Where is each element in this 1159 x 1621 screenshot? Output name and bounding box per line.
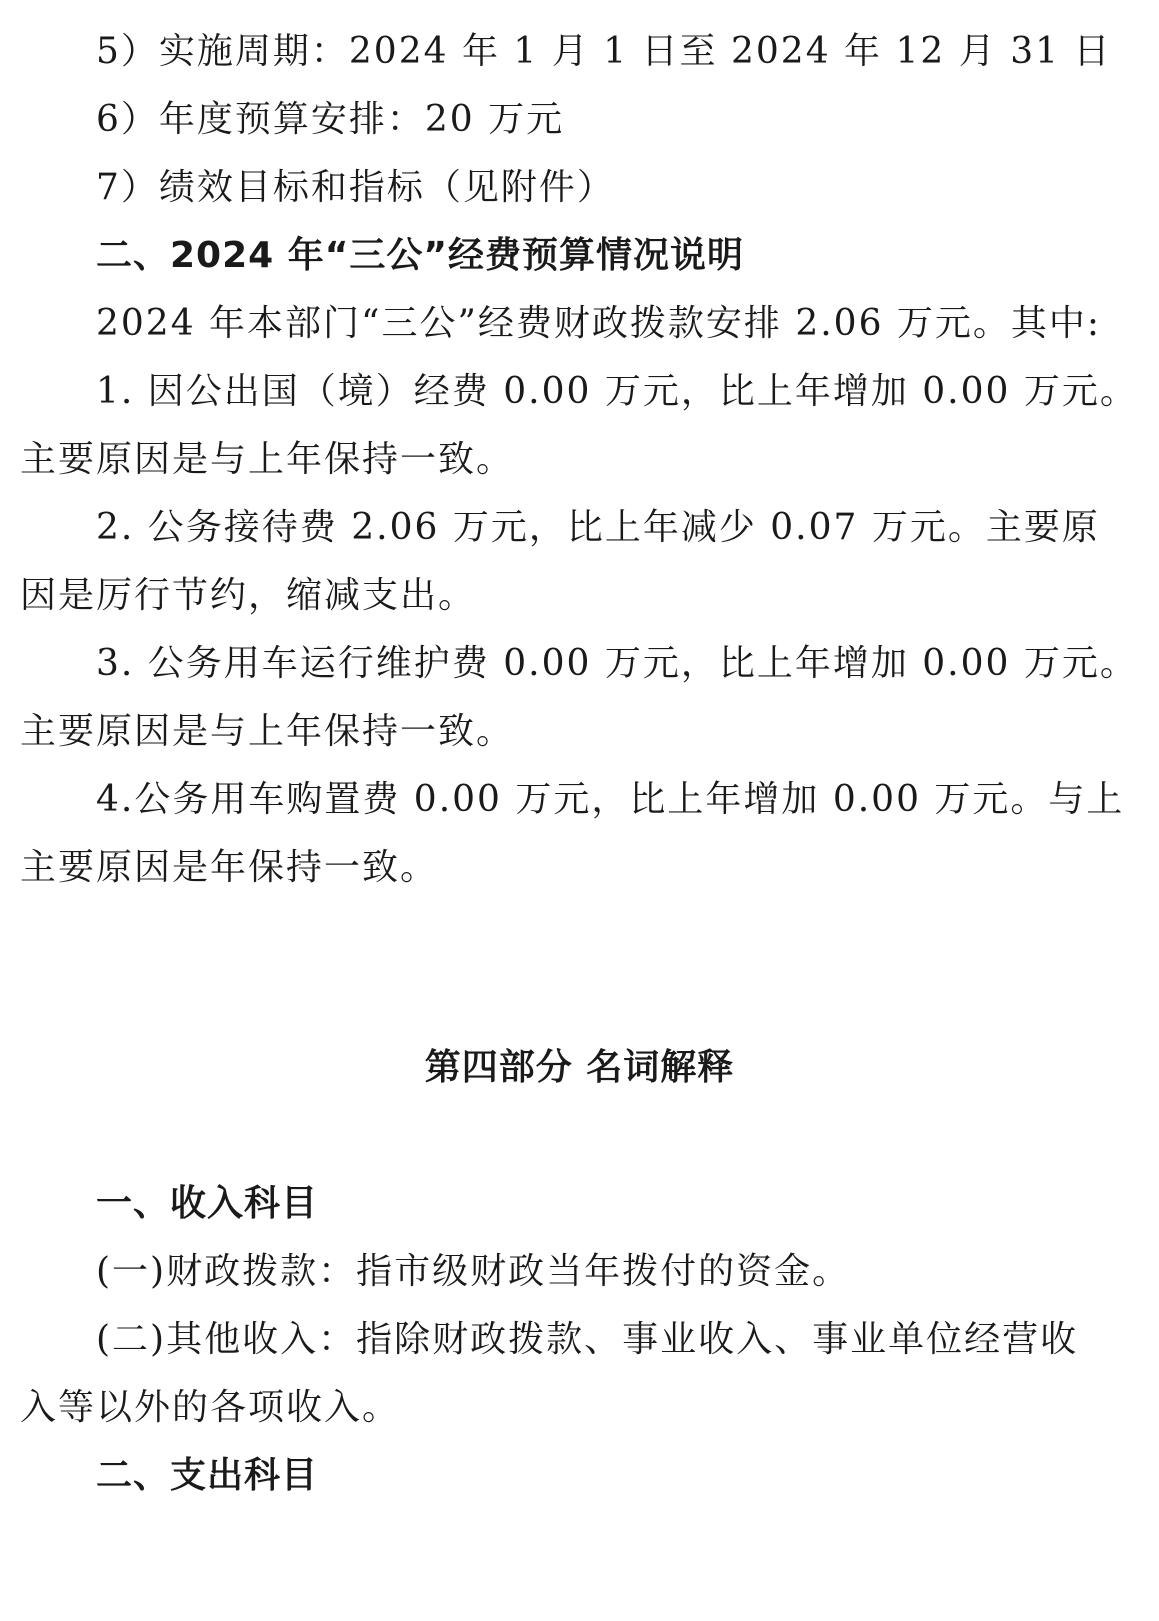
vehicle-maintenance-line2: 主要原因是与上年保持一致。 bbox=[20, 711, 515, 752]
overseas-expense-line1: 1. 因公出国（境）经费 0.00 万元，比上年增加 0.00 万元。 bbox=[96, 371, 1138, 412]
fiscal-appropriation-definition: (一)财政拨款：指市级财政当年拨付的资金。 bbox=[96, 1251, 851, 1292]
annual-budget: 6）年度预算安排：20 万元 bbox=[96, 99, 565, 140]
reception-expense-line2: 因是厉行节约，缩减支出。 bbox=[20, 575, 477, 616]
three-public-heading: 二、2024 年“三公”经费预算情况说明 bbox=[96, 235, 745, 276]
other-income-definition-line1: (二)其他收入：指除财政拨款、事业收入、事业单位经营收 bbox=[96, 1319, 1079, 1360]
part-title: 第四部分 名词解释 bbox=[424, 1047, 735, 1088]
expenditure-heading: 二、支出科目 bbox=[96, 1455, 319, 1496]
income-heading: 一、收入科目 bbox=[96, 1183, 319, 1224]
performance-targets: 7）绩效目标和指标（见附件） bbox=[96, 167, 615, 208]
other-income-definition-line2: 入等以外的各项收入。 bbox=[20, 1387, 401, 1428]
implementation-period: 5）实施周期：2024 年 1 月 1 日至 2024 年 12 月 31 日 bbox=[96, 31, 1112, 72]
reception-expense-line1: 2. 公务接待费 2.06 万元，比上年减少 0.07 万元。主要原 bbox=[96, 507, 1100, 548]
vehicle-purchase-line2: 主要原因是年保持一致。 bbox=[20, 847, 439, 888]
overseas-expense-line2: 主要原因是与上年保持一致。 bbox=[20, 439, 515, 480]
three-public-total: 2024 年本部门“三公”经费财政拨款安排 2.06 万元。其中: bbox=[96, 303, 1102, 344]
vehicle-maintenance-line1: 3. 公务用车运行维护费 0.00 万元，比上年增加 0.00 万元。 bbox=[96, 643, 1138, 684]
vehicle-purchase-line1: 4.公务用车购置费 0.00 万元，比上年增加 0.00 万元。与上 bbox=[96, 779, 1125, 820]
